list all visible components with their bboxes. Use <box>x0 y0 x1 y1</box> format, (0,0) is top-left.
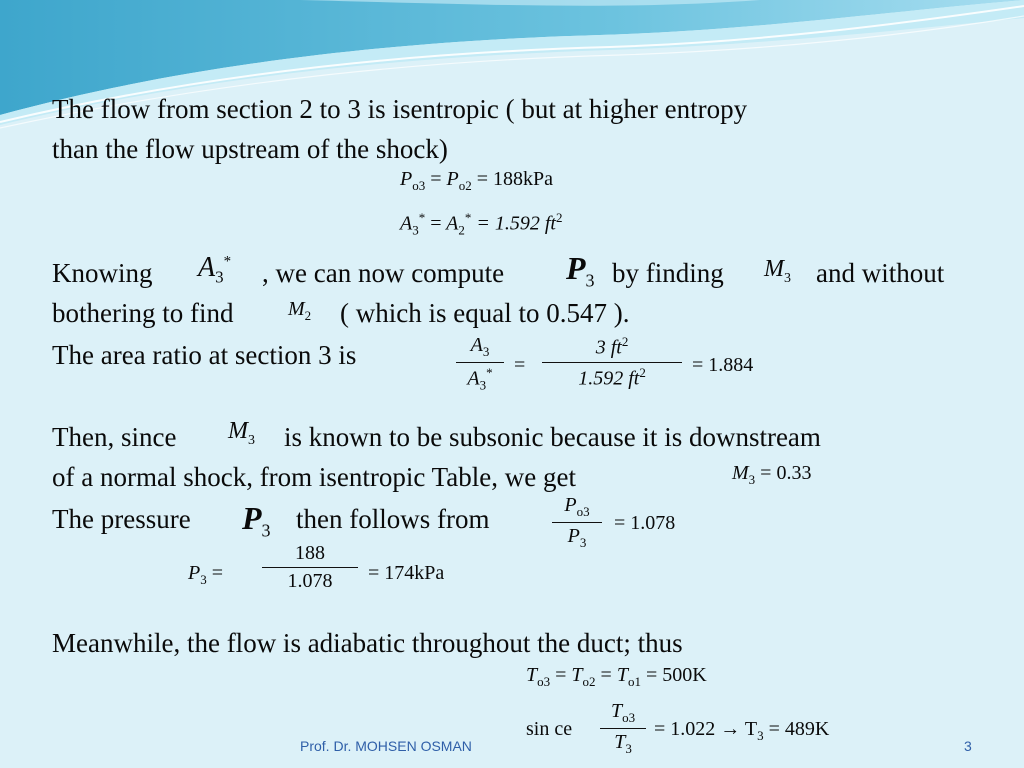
equation-a3-star: $A_3^* = A_2^* = 1.592$ $ft^2$ <box>400 210 563 238</box>
text-knowing-end: by finding <box>612 258 724 288</box>
text-of-normal: of a normal shock, from isentropic Table, we get <box>52 462 576 492</box>
text-line-2: than the flow upstream of the shock) <box>52 134 448 164</box>
fraction-a3-over-a3star: $A_3$ $A_3^*$ <box>456 334 504 394</box>
fraction-to3-over-t3: $T_{o3}$ $T_3$ <box>600 700 646 757</box>
t-ratio-value: = 1.022 → T <box>654 718 758 740</box>
text-line-1: The flow from section 2 to 3 is isentropic ( but at higher entropy <box>52 94 748 124</box>
equation-t3: = $1.022 \to T_3 = 489K$ <box>654 718 830 743</box>
symbol-m3: $M_3$ <box>764 256 791 286</box>
symbol-p3-b: $P_3$ <box>242 500 271 541</box>
t3-result: = 489K <box>768 718 830 740</box>
fraction-p3-values <box>262 542 358 593</box>
equation-p3-lhs: $P_3$ = <box>188 562 223 587</box>
text-meanwhile: Meanwhile, the flow is adiabatic throughout the duct; thus <box>52 628 683 658</box>
fraction-area-values: 3 $ft^2$ 1.592 $ft^2$ <box>542 334 682 390</box>
area-result: = 1.884 <box>692 354 754 376</box>
po3-value: = 188kPa <box>476 168 553 190</box>
text-pressure-end: then follows from <box>296 504 490 534</box>
text-knowing-mid: , we can now compute <box>262 258 505 288</box>
equation-m3: $M_3 = 0.33$ <box>732 462 812 487</box>
text-then-since: Then, since <box>52 422 177 452</box>
p3-numerator: 188 <box>295 542 325 564</box>
m3-value: = 0.33 <box>760 462 812 484</box>
equation-po3: $P_{o3} = P_{o2} = 188kPa$ <box>400 168 553 193</box>
text-bothering-end: ( which is equal to 0.547 ). <box>340 298 630 328</box>
text-knowing: Knowing <box>52 258 153 288</box>
p-ratio-value: = 1.078 <box>614 512 676 534</box>
symbol-m2: $M_2$ <box>288 298 312 323</box>
p3-denominator: 1.078 <box>287 570 333 592</box>
to3-value: = 500K <box>645 664 707 686</box>
text-knowing-tail: and without <box>816 258 945 288</box>
text-pressure: The pressure <box>52 504 191 534</box>
equals-sign: = <box>514 354 526 376</box>
text-bothering: bothering to find <box>52 298 234 328</box>
fraction-po3-over-p3: $P_{o3}$ $P_3$ <box>552 494 602 551</box>
text-area-ratio: The area ratio at section 3 is <box>52 340 357 370</box>
symbol-a3-star: $A_3^*$ <box>198 252 232 287</box>
text-then-since-end: is known to be subsonic because it is downstream <box>284 422 821 452</box>
equation-to3: $T_{o3} = T_{o2} = T_{o1} = 500K$ <box>526 664 707 689</box>
symbol-p3: $P_3$ <box>566 250 595 291</box>
p3-result: = 174kPa <box>368 562 445 584</box>
a3-star-value: = 1.592 ft <box>476 212 556 235</box>
symbol-m3-b: $M_3$ <box>228 418 255 448</box>
area-denominator: 1.592 ft <box>578 367 640 390</box>
since-word: sin ce <box>526 718 573 740</box>
footer-author: Prof. Dr. MOHSEN OSMAN <box>300 738 472 754</box>
area-numerator: 3 ft <box>595 336 622 359</box>
page-number: 3 <box>964 738 972 754</box>
